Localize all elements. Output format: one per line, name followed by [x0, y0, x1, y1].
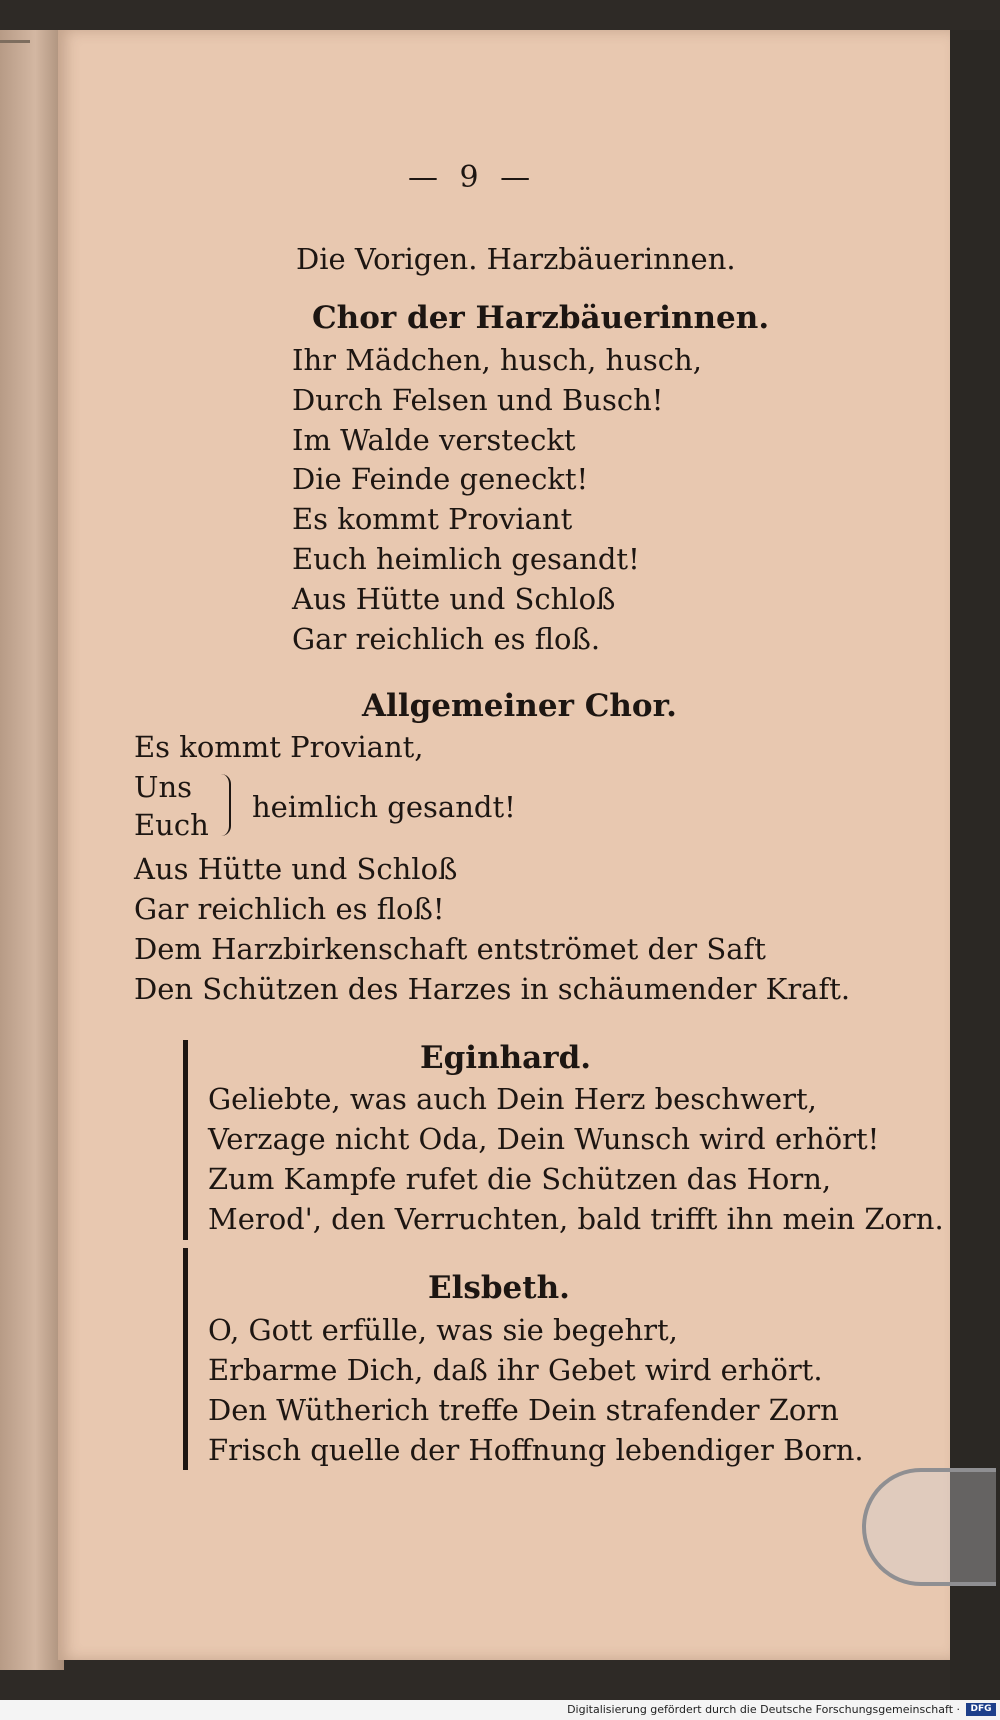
verse-line: Erbarme Dich, daß ihr Gebet wird erhört. [208, 1353, 823, 1387]
book-cover-edge [0, 40, 30, 73]
dfg-logo: DFG [966, 1703, 996, 1716]
paper-clip [862, 1468, 996, 1586]
section-heading-harzbaeuerinnen: Chor der Harzbäuerinnen. [312, 300, 770, 336]
verse-line: Aus Hütte und Schloß [134, 852, 458, 886]
verse-line: Die Feinde geneckt! [292, 462, 589, 496]
verse-line: Merod', den Verruchten, bald trifft ihn mein Zorn. [208, 1202, 944, 1236]
brace-text: heimlich gesandt! [252, 790, 516, 824]
verse-line: Gar reichlich es floß. [292, 622, 601, 656]
brace-word-uns: Uns [134, 770, 192, 804]
verse-line: Im Walde versteckt [292, 423, 576, 457]
section-heading-allgemeiner-chor: Allgemeiner Chor. [362, 688, 677, 724]
page-number: — 9 — [408, 160, 537, 195]
section-heading-eginhard: Eginhard. [420, 1040, 592, 1076]
duet-bar-bottom [183, 1248, 188, 1470]
verse-line: Frisch quelle der Hoffnung lebendiger Born. [208, 1433, 864, 1467]
brace-word-euch: Euch [134, 808, 209, 842]
verse-line: Dem Harzbirkenschaft entströmet der Saft [134, 932, 766, 966]
stage-direction: Die Vorigen. Harzbäuerinnen. [296, 242, 736, 276]
verse-line: Es kommt Proviant [292, 502, 573, 536]
footer-credit: Digitalisierung gefördert durch die Deutsche Forschungsgemeinschaft · [567, 1703, 960, 1716]
verse-line: Gar reichlich es floß! [134, 892, 445, 926]
verse-line: Den Schützen des Harzes in schäumender Kraft. [134, 972, 851, 1006]
curly-brace [215, 774, 231, 836]
verse-line: Aus Hütte und Schloß [292, 582, 616, 616]
verse-line: Ihr Mädchen, husch, husch, [292, 343, 702, 377]
verse-line: Euch heimlich gesandt! [292, 542, 640, 576]
verse-line: O, Gott erfülle, was sie begehrt, [208, 1313, 678, 1347]
verse-line: Zum Kampfe rufet die Schützen das Horn, [208, 1162, 832, 1196]
verse-line: Verzage nicht Oda, Dein Wunsch wird erhört! [208, 1122, 880, 1156]
verse-line: Den Wütherich treffe Dein strafender Zorn [208, 1393, 839, 1427]
section-heading-elsbeth: Elsbeth. [428, 1270, 570, 1306]
verse-line: Geliebte, was auch Dein Herz beschwert, [208, 1082, 817, 1116]
background-right [950, 30, 1000, 1720]
duet-bar-top [183, 1040, 188, 1240]
verse-line: Es kommt Proviant, [134, 730, 424, 764]
verse-line: Durch Felsen und Busch! [292, 383, 664, 417]
footer-bar [0, 1700, 1000, 1720]
left-page-edge [0, 30, 64, 1670]
